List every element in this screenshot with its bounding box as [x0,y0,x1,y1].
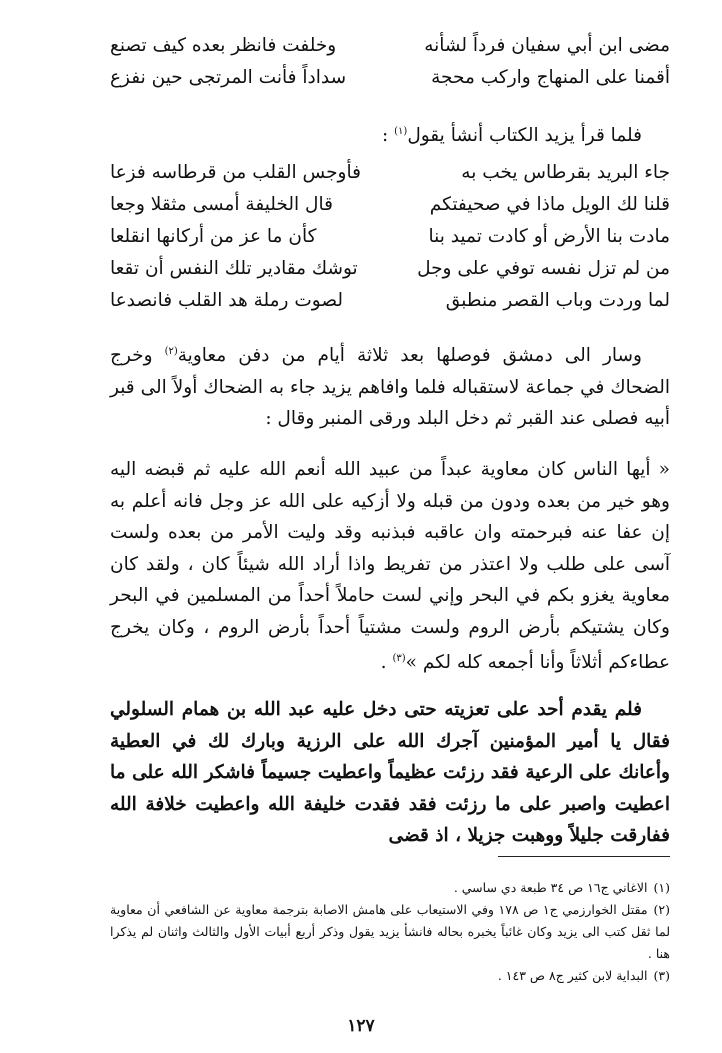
verse-second-hemistich: توشك مقادير تلك النفس أن تقعا [110,258,358,279]
intro-line [110,116,670,152]
footnote-text: البداية لابن كثير ج٨ ص ١٤٣ . [497,968,648,983]
verse-first-hemistich: لما وردت وباب القصر منطبق [445,290,670,311]
speech-text: « أيها الناس كان معاوية عبداً من عبيد الله أنعم الله عليه ثم قبضه اليه وهو خير من بعده ودون من قبله ولا أزكيه على الله عز وجل فانه أعلم به إن عفا عنه فبرحمته وان عاقبه فبذنبه وقد وليت الأمر من بعده ولست آسى على طلب ولا اعتذر من تفريط واذا أراد الله شيئاً كان ، ولقد كان معاوية يغزو بكم في البحر وإني لست حاملاً أحداً من المسلمين في البحر وكان يشتيكم بأرض الروم ولست مشتياً أحداً بأرض الروم ، وكان يخرج عطاءكم أثلاثاً وأنا أجمعه كله لكم » [110,459,670,674]
verse-first-hemistich: من لم تزل نفسه توفي على وجل [417,258,670,279]
verse-block-1 [110,30,670,94]
page-number: ١٢٧ [347,1016,375,1036]
verse-second-hemistich: لصوت رملة هد القلب فانصدعا [110,290,344,311]
verse-second-hemistich: سداداً فأنت المرتجى حين نفزع [110,67,347,88]
footnote-ref-2: (٢) [164,346,178,357]
footnotes [110,877,670,987]
verse-line [110,157,670,189]
verse-second-hemistich: وخلفت فانظر بعده كيف تصنع [110,35,337,56]
verse-second-hemistich: فأوجس القلب من قرطاسه فزعا [110,162,361,183]
verse-line [110,30,670,62]
verse-second-hemistich: قال الخليفة أمسى مثقلا وجعا [110,194,333,215]
paragraph-condolence [110,694,670,852]
paragraph-text: وسار الى دمشق فوصلها بعد ثلاثة أيام من دفن معاوية [177,345,642,367]
footnote-text: مقتل الخوارزمي ج١ ص ١٧٨ وفي الاستيعاب على هامش الاصابة بترجمة معاوية عن الشافعي أن معاوية لما ثقل كتب الى يزيد وكان غائباً يخبره بحاله فانشأ يزيد يقول وذكر أربع أبيات الأول والثالث واثنان لم يذكرا هنا . [110,902,670,961]
verse-first-hemistich: قلنا لك الويل ماذا في صحيفتكم [429,194,670,215]
verse-first-hemistich: أقمنا على المنهاج واركب محجة [431,67,670,88]
verse-line [110,62,670,94]
paragraph-arrival [110,336,670,435]
footnote-text: الاغاني ج١٦ ص ٣٤ طبعة دي ساسي . [453,880,648,895]
footnote-number: (٢) [653,902,671,917]
verse-line [110,189,670,221]
footnote-number: (٣) [653,968,670,983]
verse-line [110,253,670,285]
footnote [110,965,670,987]
footnote-divider [498,856,670,857]
verse-line [110,221,670,253]
paragraph-speech [110,454,670,679]
paragraph-text-cont: وخرج الضحاك في جماعة لاستقباله فلما وافاهم يزيد جاء به الضحاك أولاً الى قبر أبيه فصلى عند القبر ثم دخل البلد ورقى المنبر وقال : [110,345,670,430]
footnote [110,899,670,965]
intro-colon: : [382,125,395,147]
condolence-text: فلم يقدم أحد على تعزيته حتى دخل عليه عبد الله بن همام السلولي فقال يا أمير المؤمنين آجرك الله على الرزية وبارك لك في العطية وأعانك على الرعية فقد رزئت عظيماً واعطيت جسيماً فاشكر الله على ما اعطيت واصبر على ما رزئت فقد فقدت خليفة الله واعطيت خلافة الله ففارقت جليلاً ووهبت جزيلا ، اذ قضى [110,699,670,846]
verse-first-hemistich: جاء البريد بقرطاس يخب به [461,162,670,183]
intro-text: فلما قرأ يزيد الكتاب أنشأ يقول [407,125,642,147]
footnote-ref-3: (٣) [392,653,406,664]
verse-block-2 [110,157,670,317]
footnote-ref-1: (١) [394,126,408,137]
verse-first-hemistich: مادت بنا الأرض أو كادت تميد بنا [428,226,670,247]
footnote [110,877,670,899]
verse-first-hemistich: مضى ابن أبي سفيان فرداً لشأنه [424,35,670,56]
footnote-number: (١) [653,880,670,895]
verse-second-hemistich: كأن ما عز من أركانها انقلعا [110,226,317,247]
speech-end: . [380,652,393,674]
verse-line [110,285,670,317]
